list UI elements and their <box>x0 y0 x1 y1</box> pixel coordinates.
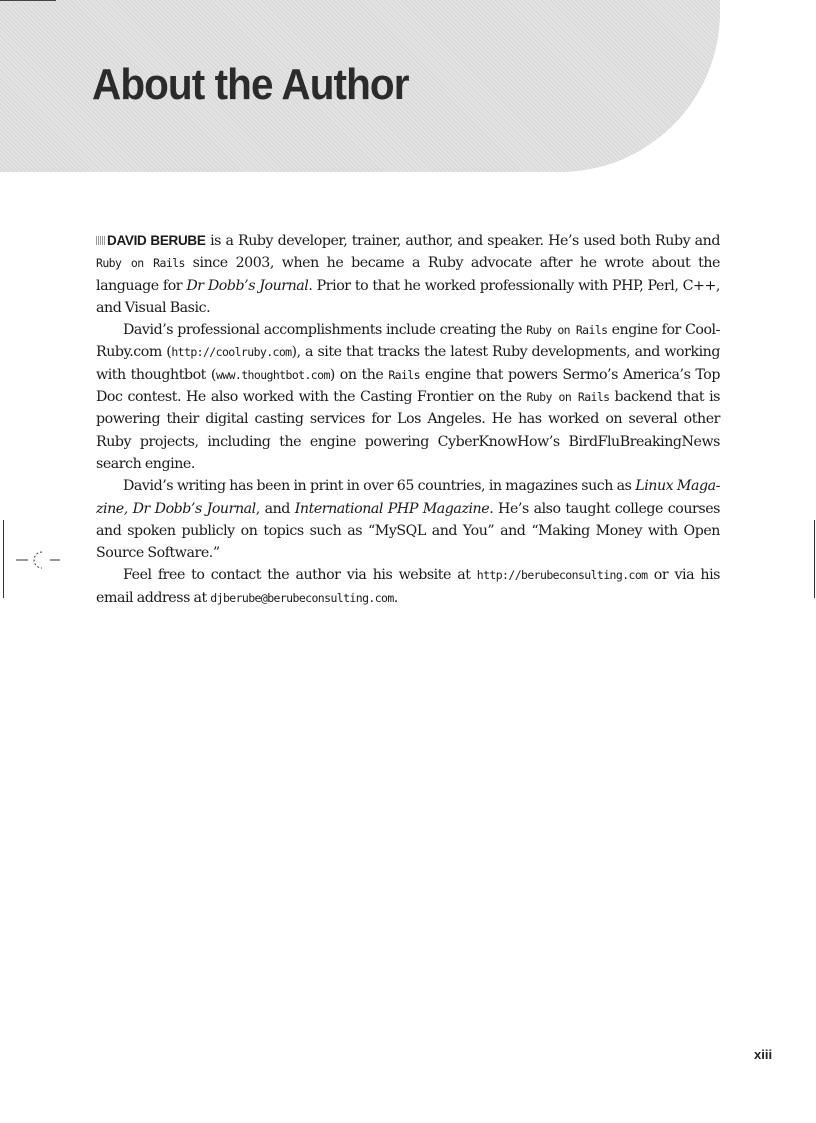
email-text: djberube@berubeconsulting.com <box>210 590 394 605</box>
margin-rule-right <box>814 520 815 598</box>
code-text: Ruby on Rails <box>526 323 608 338</box>
text-span: . He’s also taught college courses and spoken publicly on topics such as “MySQL and You” and “Making Money with Open Source Software.” <box>96 500 721 562</box>
text-span: ) on the <box>329 366 389 383</box>
author-name: DAVID BERUBE <box>107 233 206 248</box>
publication-title: Dr Dobb’s Journal <box>186 277 309 294</box>
crop-mark-top <box>0 0 56 1</box>
text-span: David’s professional accomplishments include creating the <box>123 322 527 339</box>
text-span: Feel free to contact the author via his website at <box>123 567 477 584</box>
page-title: About the Author <box>92 60 409 109</box>
url-text: http://berubeconsulting.com <box>476 568 648 583</box>
paragraph-3 <box>96 475 720 564</box>
text-span: engine that powers Sermo’s America’s Top Doc contest. He also worked with the Casting Frontier on the <box>96 366 720 406</box>
text-span: is a Ruby developer, trainer, author, and speaker. He’s used both Ruby and <box>205 233 720 249</box>
margin-rule-left <box>3 520 4 598</box>
text-span: since 2003, when he became a Ruby advocate after he wrote about the language for <box>96 255 720 294</box>
publication-title: Linux Maga-zine, Dr Dobb’s Journal <box>96 478 720 517</box>
url-text: www.thoughtbot.com <box>215 367 330 382</box>
text-span: engine for Cool-Ruby.com ( <box>96 322 720 361</box>
text-span: ), a site that tracks the latest Ruby developments, and working with thoughtbot ( <box>96 344 720 383</box>
text-span: . <box>393 589 398 606</box>
paragraph-2 <box>96 319 720 475</box>
url-text: http://coolruby.com <box>171 345 292 360</box>
code-text: Ruby on Rails <box>96 256 185 271</box>
code-text: Rails <box>388 367 420 382</box>
text-span: , and <box>255 500 295 517</box>
text-span: . Prior to that he worked professionally with PHP, Perl, C++, and Visual Basic. <box>96 277 720 316</box>
page-number: xiii <box>754 1047 773 1062</box>
publication-title: International PHP Magazine <box>294 500 490 517</box>
text-span: backend that is powering their digital casting services for Los Angeles. He has worked on several other Ruby projects, including the engine powering CyberKnowHow’s BirdFluBreakingNews search engine. <box>96 389 720 472</box>
paragraph-4 <box>96 564 720 609</box>
text-span: or via his email address at <box>96 567 721 606</box>
text-span: David’s writing has been in print in over 65 countries, in magazines such as <box>123 478 636 495</box>
code-text: Ruby on Rails <box>526 390 610 405</box>
paragraph-1 <box>96 230 720 319</box>
registration-mark-icon <box>16 549 62 571</box>
lead-in-marker-icon <box>96 236 105 245</box>
author-bio <box>96 230 720 609</box>
